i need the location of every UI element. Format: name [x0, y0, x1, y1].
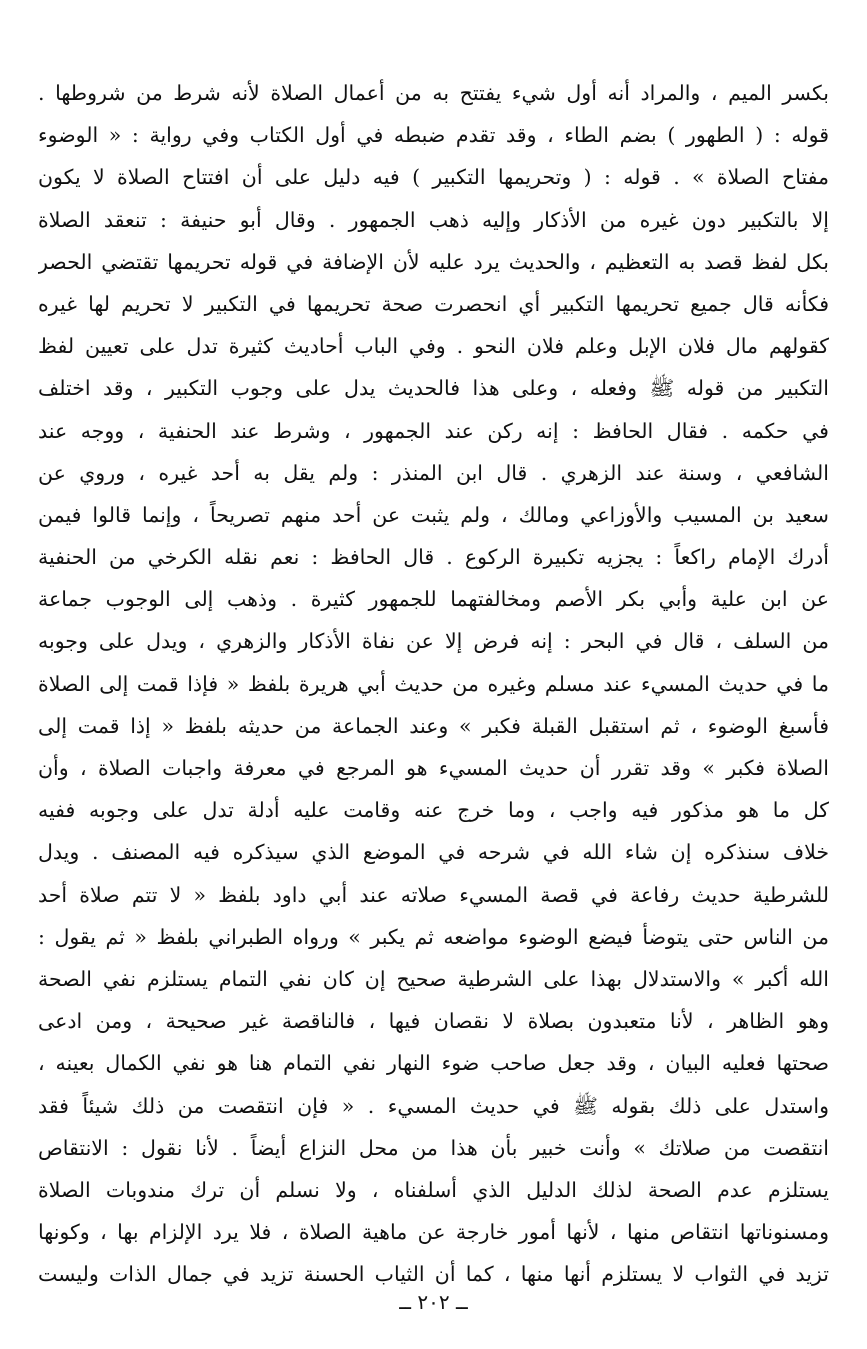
text-line-8: التكبير من قوله ﷺ وفعله ، وعلى هذا فالحديث يدل على وجوب التكبير ، وقد اختلف — [38, 376, 829, 401]
text-line-20: للشرطية حديث رفاعة في قصة المسيء صلاته عند أبي داود بلفظ « لا تتم صلاة أحد — [38, 882, 829, 907]
text-line-17: الصلاة فكبر » وقد تقرر أن حديث المسيء هو المرجع في معرفة واجبات الصلاة ، وأن — [38, 756, 829, 780]
text-line-27: يستلزم عدم الصحة لذلك الدليل الذي أسلفناه ، ولا نسلم أن ترك مندوبات الصلاة — [38, 1177, 829, 1202]
text-line-6: فكأنه قال جميع تحريمها التكبير أي انحصرت صحة تحريمها في التكبير لا تحريم لها غيره — [38, 291, 829, 316]
text-line-13: عن ابن علية وأبي بكر الأصم ومخالفتهما للجمهور كثيرة . وذهب إلى الوجوب جماعة — [38, 587, 829, 612]
text-line-25: واستدل على ذلك بقوله ﷺ في حديث المسيء . « فإن انتقصت من ذلك شيئاً فقد — [38, 1093, 829, 1118]
text-line-2: قوله : ( الطهور ) بضم الطاء ، وقد تقدم ضبطه في أول الكتاب وفي رواية : « الوضوء — [38, 123, 829, 148]
text-line-11: سعيد بن المسيب والأوزاعي ومالك ، ولم يثبت عن أحد منهم تصريحاً ، وإنما قالوا فيمن — [38, 502, 829, 527]
text-line-24: صحتها فعليه البيان ، وقد جعل صاحب ضوء النهار نفي التمام هنا هو نفي الكمال بعينه ، — [38, 1051, 829, 1076]
text-line-3: مفتاح الصلاة » . قوله : ( وتحريمها التكبير ) فيه دليل على أن افتتاح الصلاة لا يكون — [38, 165, 829, 190]
text-line-28: ومسنوناتها انتقاص منها ، لأنها أمور خارجة عن ماهية الصلاة ، فلا يرد الإلزام بها ، وكونها — [38, 1220, 829, 1245]
text-line-18: كل ما هو مذكور فيه واجب ، وما خرج عنه وقامت عليه أدلة تدل على وجوبه ففيه — [38, 798, 829, 823]
text-line-29: تزيد في الثواب لا يستلزم أنها منها ، كما أن الثياب الحسنة تزيد في جمال الذات وليست — [38, 1262, 829, 1287]
text-line-15: ما في حديث المسيء عند مسلم وغيره من حديث أبي هريرة بلفظ « فإذا قمت إلى الصلاة — [38, 671, 829, 696]
text-line-9: في حكمه . فقال الحافظ : إنه ركن عند الجمهور ، وشرط عند الحنفية ، ووجه عند — [38, 418, 829, 443]
text-line-23: وهو الظاهر ، لأنا متعبدون بصلاة لا نقصان فيها ، فالناقصة غير صحيحة ، ومن ادعى — [38, 1009, 829, 1034]
text-line-4: إلا بالتكبير دون غيره من الأذكار وإليه ذهب الجمهور . وقال أبو حنيفة : تنعقد الصلاة — [38, 207, 829, 232]
page-text-block — [38, 72, 829, 1295]
text-line-22: الله أكبر » والاستدلال بهذا على الشرطية صحيح إن كان نفي التمام يستلزم نفي الصحة — [38, 966, 829, 991]
text-line-10: الشافعي ، وسنة عند الزهري . قال ابن المنذر : ولم يقل به أحد غيره ، وروي عن — [38, 460, 829, 485]
text-line-14: من السلف ، قال في البحر : إنه فرض إلا عن نفاة الأذكار والزهري ، ويدل على وجوبه — [38, 629, 829, 654]
text-line-19: خلاف سنذكره إن شاء الله في شرحه في الموضع الذي سيذكره فيه المصنف . ويدل — [38, 840, 829, 865]
text-line-7: كقولهم مال فلان الإبل وعلم فلان النحو . وفي الباب أحاديث كثيرة تدل على تعيين لفظ — [38, 334, 829, 359]
text-line-26: انتقصت من صلاتك » وأنت خبير بأن هذا من محل النزاع أيضاً . لأنا نقول : الانتقاص — [38, 1135, 829, 1160]
page-number: ــ ٢٠٢ ــ — [399, 1290, 468, 1314]
text-line-12: أدرك الإمام راكعاً : يجزيه تكبيرة الركوع . قال الحافظ : نعم نقله الكرخي من الحنفية — [38, 545, 829, 570]
text-line-21: من الناس حتى يتوضأ فيضع الوضوء مواضعه ثم يكبر » ورواه الطبراني بلفظ « ثم يقول : — [38, 924, 829, 949]
text-line-5: بكل لفظ قصد به التعظيم ، والحديث يرد عليه لأن الإضافة في قوله تحريمها تقتضي الحصر — [38, 249, 829, 274]
text-line-16: فأسبغ الوضوء ، ثم استقبل القبلة فكبر » وعند الجماعة من حديثه بلفظ « إذا قمت إلى — [38, 713, 829, 738]
text-line-1: بكسر الميم ، والمراد أنه أول شيء يفتتح به من أعمال الصلاة لأنه شرط من شروطها . — [38, 81, 829, 105]
